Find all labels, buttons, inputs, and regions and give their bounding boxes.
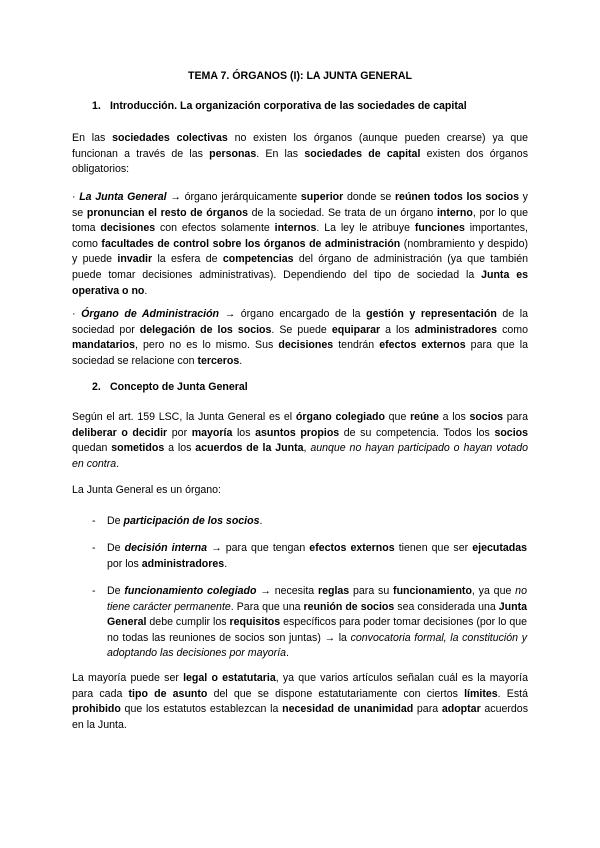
text-run: sea considerada una [394, 600, 499, 613]
list-dash: - [92, 585, 96, 597]
bold-text: administradores [414, 323, 498, 336]
text-run: De [107, 585, 125, 597]
bold-text: sociedades de capital [304, 147, 421, 160]
bold-text: prohibido [72, 703, 121, 716]
text-run: de su competencia. Todos los [339, 426, 495, 439]
text-run: En las [72, 132, 113, 144]
text-run: Según el art. 159 LSC, la Junta General es el [72, 411, 296, 423]
text-run: donde se [343, 191, 395, 203]
bold-text: Órgano de Administración [81, 308, 220, 320]
section-2-title: Concepto de Junta General [109, 381, 248, 393]
italic-text: aunque no hayan participado o hayan votado en contra [72, 442, 528, 470]
text-run: De [107, 515, 124, 527]
bold-text: mayoría [191, 426, 233, 439]
bold-text: requisitos [229, 616, 281, 629]
section-2-number: 2. [92, 381, 101, 393]
text-run: los [232, 426, 256, 439]
bold-text: funciones [414, 222, 465, 235]
bold-text: reúnen todos los socios [394, 191, 519, 203]
junta-general-paragraph [72, 190, 528, 299]
text-run: → órgano jerárquicamente [166, 191, 301, 203]
text-run: . Se puede [271, 323, 332, 336]
text-run: a los [380, 323, 415, 336]
bold-text: interno [436, 206, 473, 219]
text-run: a los [438, 411, 470, 423]
text-run: → necesita [256, 585, 318, 597]
text-run: . [259, 515, 263, 527]
bold-text: legal o estatutaria [183, 672, 276, 684]
bold-text: terceros [197, 354, 240, 367]
text-run: por [167, 426, 192, 439]
document-title: TEMA 7. ÓRGANOS (I): LA JUNTA GENERAL [187, 70, 413, 82]
text-run: . [144, 284, 148, 297]
bold-text: funcionamiento colegiado [124, 585, 257, 597]
bold-text: efectos externos [309, 542, 395, 554]
bold-text: socios [469, 411, 504, 423]
bold-text: personas [209, 147, 257, 160]
text-run: con efectos solamente [155, 222, 275, 235]
text-run: para que la sociedad se relacione con [72, 339, 528, 367]
text-run: tienen que ser [394, 542, 473, 554]
text-run: de la sociedad por [72, 308, 528, 336]
bold-text: deliberar o decidir [72, 426, 168, 439]
section-2-heading [92, 381, 248, 393]
bold-text: competencias [222, 253, 294, 266]
bold-text: pronuncian el resto de órganos [86, 206, 249, 219]
text-run: . Está [497, 687, 528, 700]
section-1-number: 1. [92, 100, 101, 112]
text-run: , pero no es lo mismo. Sus [135, 339, 279, 352]
text-run: . La ley le atribuye [316, 222, 415, 235]
text-run: La Junta General es un órgano: [72, 484, 222, 496]
bold-text: decisiones [278, 339, 334, 352]
bold-text: delegación de los socios [139, 323, 272, 336]
text-run: , [303, 442, 311, 455]
list-dash: - [92, 542, 96, 554]
bold-text: tipo de asunto [128, 687, 208, 700]
text-run: · [72, 308, 82, 320]
bold-text: Junta es operativa o no [72, 268, 528, 297]
bold-text: La Junta General [79, 191, 167, 203]
bold-text: asuntos propios [255, 426, 340, 439]
text-run: (nombramiento y despido) y puede [72, 237, 528, 266]
bold-text: administradores [141, 557, 225, 570]
text-run: del órgano de administración (ya que también puede tomar decisiones administrativas). Dependiendo del tipo de sociedad la [72, 253, 528, 281]
text-run: y se [72, 191, 528, 219]
section-1-heading [92, 100, 467, 112]
bold-text: efectos externos [379, 339, 466, 352]
text-run: . [239, 354, 243, 367]
text-run: acuerdos en la Junta. [72, 703, 528, 731]
section-1-intro-paragraph [72, 131, 528, 178]
text-run: para [503, 411, 528, 423]
bold-text: decisión interna [124, 542, 208, 554]
bold-text: Junta General [107, 600, 528, 629]
organo-intro-paragraph [72, 483, 528, 499]
bold-text: necesidad de unanimidad [282, 703, 414, 716]
bold-text: socios [494, 426, 528, 439]
mayoria-paragraph [72, 671, 528, 733]
bold-text: facultades de control sobre los órganos de administración [101, 237, 401, 250]
bold-text: reunión de socios [303, 600, 395, 613]
bold-text: equiparar [331, 323, 381, 336]
text-run: como [497, 323, 528, 336]
text-run: debe cumplir los [146, 616, 230, 629]
bold-text: superior [300, 191, 344, 203]
bold-text: órgano colegiado [295, 411, 385, 423]
text-run: para [413, 703, 442, 716]
text-run: por los [107, 557, 142, 570]
text-run: quedan [72, 442, 112, 455]
bold-text: invadir [117, 253, 153, 266]
bold-text: reúne [410, 411, 439, 423]
bold-text: mandatarios [72, 339, 135, 352]
bold-text: internos [274, 222, 317, 235]
bold-text: decisiones [100, 222, 156, 235]
italic-text: convocatoria formal, la constitución y adoptando las decisiones por mayoría [107, 631, 527, 660]
text-run: a los [164, 442, 196, 455]
text-run: . [224, 557, 228, 570]
text-run: → órgano encargado de la [219, 308, 367, 320]
organo-administracion-paragraph [72, 307, 528, 369]
text-run: , ya que [471, 585, 516, 597]
section-1-title: Introducción. La organización corporativa de las sociedades de capital [109, 100, 467, 112]
text-run: . [116, 457, 120, 470]
text-run: tendrán [333, 339, 380, 352]
text-run: · [72, 191, 80, 203]
text-run: La mayoría puede ser [72, 672, 184, 684]
text-run: , por lo que toma [72, 206, 529, 235]
list-item-text [107, 541, 527, 572]
text-run: que los estatutos establezcan la [120, 703, 283, 716]
text-run: específicos para poder tomar decisiones (por lo que no todas las reuniones de socios son juntas) → la [107, 616, 527, 644]
text-run: que [384, 411, 411, 423]
bold-text: sometidos [111, 442, 165, 455]
text-run: . Para que una [230, 600, 304, 613]
text-run: . [286, 647, 289, 660]
bold-text: reglas [317, 585, 350, 597]
bold-text: límites [464, 687, 498, 700]
text-run: importantes, como [72, 222, 528, 250]
text-run: de la sociedad. Se trata de un órgano [248, 206, 437, 219]
bold-text: gestión y representación [366, 308, 497, 320]
concepto-paragraph [72, 410, 528, 472]
bold-text: funcionamiento [393, 585, 472, 597]
list-item-text [107, 514, 527, 530]
list-item-text [107, 584, 527, 662]
bold-text: sociedades colectivas [112, 132, 228, 144]
bold-text: acuerdos de la Junta [195, 442, 304, 455]
text-run: → para que tengan [207, 542, 310, 554]
list-dash: - [92, 515, 96, 527]
text-run: no existen los órganos (aunque pueden crearse) ya que funcionan a través de las [72, 132, 529, 160]
bold-text: adoptar [441, 703, 481, 716]
text-run: . En las [256, 147, 305, 160]
text-run: del que se dispone estatutariamente con ciertos [207, 687, 465, 700]
bold-text: ejecutadas [472, 542, 527, 554]
text-run: la esfera de [152, 253, 223, 266]
italic-text: no tiene carácter permanente [107, 585, 527, 613]
text-run: existen dos órganos obligatorios: [72, 147, 528, 176]
text-run: De [107, 542, 125, 554]
text-run: para su [349, 585, 394, 597]
bold-text: participación de los socios [123, 515, 260, 527]
text-run: , ya que varios artículos señalan cuál es la mayoría para cada [72, 672, 529, 700]
